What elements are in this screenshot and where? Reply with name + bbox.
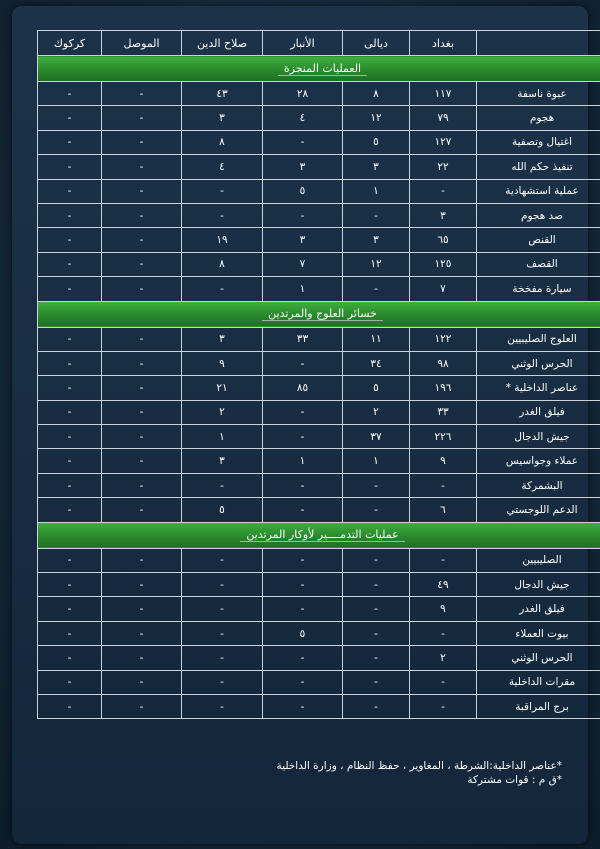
table-row: [38, 449, 600, 473]
value-cell: -: [38, 573, 102, 597]
table-row: [38, 597, 600, 621]
value-cell: -: [102, 597, 182, 621]
row-label: مقرات الداخلية: [477, 670, 600, 694]
value-cell: ٣٤: [343, 351, 410, 375]
value-cell: ١٢٢: [410, 327, 477, 351]
value-cell: -: [38, 548, 102, 572]
value-cell: -: [38, 179, 102, 203]
table-row: [38, 203, 600, 227]
value-cell: -: [38, 277, 102, 301]
value-cell: ٨: [343, 82, 410, 106]
column-header: صلاح الدين: [182, 31, 263, 56]
section-header-cell: [38, 522, 600, 548]
value-cell: -: [263, 670, 343, 694]
value-cell: -: [38, 252, 102, 276]
row-label: بيوت العملاء: [477, 621, 600, 645]
statistics-table: [37, 30, 600, 719]
value-cell: -: [102, 82, 182, 106]
value-cell: ٢: [182, 400, 263, 424]
value-cell: -: [182, 573, 263, 597]
value-cell: -: [38, 228, 102, 252]
value-cell: ١٢٧: [410, 130, 477, 154]
table-row: [38, 376, 600, 400]
value-cell: -: [102, 130, 182, 154]
value-cell: ٧: [410, 277, 477, 301]
value-cell: -: [263, 130, 343, 154]
value-cell: -: [410, 473, 477, 497]
value-cell: ٣: [263, 228, 343, 252]
value-cell: -: [182, 203, 263, 227]
value-cell: ٣: [410, 203, 477, 227]
value-cell: -: [102, 621, 182, 645]
value-cell: ٨: [182, 130, 263, 154]
row-label: البشمركة: [477, 473, 600, 497]
value-cell: -: [38, 621, 102, 645]
table-row: [38, 106, 600, 130]
value-cell: -: [102, 155, 182, 179]
row-label: صد هجوم: [477, 203, 600, 227]
row-label: الحرس الوثني: [477, 646, 600, 670]
value-cell: -: [38, 130, 102, 154]
row-label: فيلق الغدر: [477, 400, 600, 424]
value-cell: ٥: [343, 376, 410, 400]
value-cell: -: [263, 573, 343, 597]
value-cell: ١١: [343, 327, 410, 351]
value-cell: -: [263, 498, 343, 522]
table-row: [38, 670, 600, 694]
value-cell: ٢١: [182, 376, 263, 400]
value-cell: ٦٥: [410, 228, 477, 252]
value-cell: -: [102, 179, 182, 203]
value-cell: ٣: [263, 155, 343, 179]
value-cell: ٤٩: [410, 573, 477, 597]
row-label: جيش الدجال: [477, 573, 600, 597]
value-cell: -: [102, 106, 182, 130]
value-cell: -: [182, 179, 263, 203]
value-cell: -: [343, 548, 410, 572]
value-cell: -: [38, 498, 102, 522]
value-cell: -: [410, 670, 477, 694]
table-row: [38, 155, 600, 179]
value-cell: ٣: [182, 327, 263, 351]
value-cell: ١: [343, 449, 410, 473]
value-cell: -: [102, 228, 182, 252]
value-cell: -: [343, 670, 410, 694]
value-cell: -: [102, 670, 182, 694]
value-cell: ٢: [343, 400, 410, 424]
value-cell: ٣: [343, 155, 410, 179]
footnote-interior: *عناصر الداخلية:الشرطة ، المغاوير ، حفظ النظام ، وزارة الداخلية: [276, 760, 562, 772]
value-cell: -: [410, 179, 477, 203]
value-cell: ٤: [263, 106, 343, 130]
header-blank-cell: [477, 31, 600, 56]
value-cell: -: [102, 548, 182, 572]
section-title: عمليات التدمــــير لأوكار المرتدين: [240, 528, 404, 542]
value-cell: -: [182, 277, 263, 301]
value-cell: -: [182, 646, 263, 670]
value-cell: ٥: [263, 621, 343, 645]
value-cell: -: [38, 449, 102, 473]
column-header: كركوك: [38, 31, 102, 56]
row-label: الحرس الوثني: [477, 351, 600, 375]
footnote-joint-forces: *ق م : قوات مشتركة: [467, 774, 562, 786]
value-cell: -: [263, 473, 343, 497]
value-cell: -: [38, 646, 102, 670]
column-header: بغداد: [410, 31, 477, 56]
value-cell: ٢٢: [410, 155, 477, 179]
value-cell: ٣٣: [410, 400, 477, 424]
value-cell: ٣: [182, 106, 263, 130]
value-cell: ١: [263, 449, 343, 473]
section-title: العمليات المنجزة: [278, 62, 367, 76]
value-cell: -: [38, 400, 102, 424]
table-row: [38, 548, 600, 572]
value-cell: -: [343, 498, 410, 522]
value-cell: -: [102, 573, 182, 597]
value-cell: -: [102, 498, 182, 522]
value-cell: ٧٩: [410, 106, 477, 130]
value-cell: ٤: [182, 155, 263, 179]
value-cell: -: [38, 670, 102, 694]
value-cell: -: [102, 376, 182, 400]
column-header: الأنبار: [263, 31, 343, 56]
value-cell: -: [343, 646, 410, 670]
row-label: هجوم: [477, 106, 600, 130]
value-cell: -: [263, 400, 343, 424]
section-header-cell: [38, 56, 600, 82]
footnotes: [277, 759, 562, 787]
row-label: برج المراقبة: [477, 694, 600, 718]
section-header-row: [38, 301, 600, 327]
value-cell: -: [263, 351, 343, 375]
header-row: [38, 31, 600, 56]
value-cell: -: [182, 473, 263, 497]
table-row: [38, 573, 600, 597]
table-row: [38, 621, 600, 645]
value-cell: -: [343, 203, 410, 227]
value-cell: -: [182, 621, 263, 645]
table-row: [38, 646, 600, 670]
value-cell: ١: [182, 425, 263, 449]
value-cell: ٥: [343, 130, 410, 154]
value-cell: -: [38, 82, 102, 106]
value-cell: ١: [263, 277, 343, 301]
section-title: خسائر العلوج والمرتدين: [262, 307, 383, 321]
value-cell: ٧: [263, 252, 343, 276]
value-cell: -: [410, 548, 477, 572]
value-cell: -: [263, 548, 343, 572]
table-row: [38, 425, 600, 449]
value-cell: ٨٥: [263, 376, 343, 400]
value-cell: -: [102, 327, 182, 351]
value-cell: -: [263, 597, 343, 621]
value-cell: -: [182, 694, 263, 718]
value-cell: -: [38, 106, 102, 130]
row-label: تنفيذ حكم الله: [477, 155, 600, 179]
row-label: عبوة ناسفة: [477, 82, 600, 106]
value-cell: -: [38, 597, 102, 621]
row-label: الصليبيين: [477, 548, 600, 572]
table-row: [38, 498, 600, 522]
table-row: [38, 130, 600, 154]
value-cell: -: [263, 694, 343, 718]
row-label: القصف: [477, 252, 600, 276]
value-cell: -: [182, 548, 263, 572]
value-cell: -: [38, 203, 102, 227]
row-label: فيلق الغدر: [477, 597, 600, 621]
value-cell: ١٩: [182, 228, 263, 252]
row-label: القنص: [477, 228, 600, 252]
value-cell: ٩: [410, 449, 477, 473]
value-cell: -: [38, 155, 102, 179]
row-label: الدعم اللوجستي: [477, 498, 600, 522]
value-cell: -: [38, 694, 102, 718]
value-cell: ٩: [182, 351, 263, 375]
value-cell: -: [38, 327, 102, 351]
value-cell: ٣: [343, 228, 410, 252]
table-row: [38, 400, 600, 424]
value-cell: -: [343, 621, 410, 645]
value-cell: ١: [343, 179, 410, 203]
row-label: العلوج الصليبيين: [477, 327, 600, 351]
value-cell: ٦: [410, 498, 477, 522]
table-row: [38, 277, 600, 301]
value-cell: ١٢٥: [410, 252, 477, 276]
value-cell: ٢٢٦: [410, 425, 477, 449]
value-cell: -: [38, 473, 102, 497]
row-label: اغتيال وتصفية: [477, 130, 600, 154]
value-cell: ٥: [263, 179, 343, 203]
value-cell: -: [263, 203, 343, 227]
value-cell: -: [410, 621, 477, 645]
value-cell: -: [102, 277, 182, 301]
section-header-row: [38, 522, 600, 548]
value-cell: -: [102, 473, 182, 497]
row-label: عناصر الداخلية *: [477, 376, 600, 400]
table-row: [38, 473, 600, 497]
value-cell: -: [38, 376, 102, 400]
value-cell: ١٩٦: [410, 376, 477, 400]
table-row: [38, 327, 600, 351]
value-cell: -: [182, 670, 263, 694]
table-row: [38, 694, 600, 718]
value-cell: ٤٣: [182, 82, 263, 106]
value-cell: -: [343, 277, 410, 301]
row-label: عملاء وجواسيس: [477, 449, 600, 473]
value-cell: -: [263, 425, 343, 449]
value-cell: ٣٣: [263, 327, 343, 351]
value-cell: ١٢: [343, 106, 410, 130]
value-cell: -: [343, 694, 410, 718]
value-cell: -: [102, 425, 182, 449]
value-cell: ٢٨: [263, 82, 343, 106]
value-cell: -: [343, 573, 410, 597]
value-cell: -: [102, 400, 182, 424]
table-row: [38, 228, 600, 252]
table-row: [38, 252, 600, 276]
value-cell: ٩: [410, 597, 477, 621]
column-header: الموصل: [102, 31, 182, 56]
value-cell: -: [102, 449, 182, 473]
value-cell: ٩٨: [410, 351, 477, 375]
value-cell: ٣٧: [343, 425, 410, 449]
value-cell: -: [102, 203, 182, 227]
table-row: [38, 179, 600, 203]
value-cell: -: [343, 473, 410, 497]
value-cell: ٨: [182, 252, 263, 276]
value-cell: ٣: [182, 449, 263, 473]
row-label: جيش الدجال: [477, 425, 600, 449]
value-cell: ٥: [182, 498, 263, 522]
value-cell: ٢: [410, 646, 477, 670]
section-header-row: [38, 56, 600, 82]
value-cell: ١٢: [343, 252, 410, 276]
value-cell: -: [38, 425, 102, 449]
value-cell: -: [182, 597, 263, 621]
value-cell: ١١٧: [410, 82, 477, 106]
table-row: [38, 82, 600, 106]
value-cell: -: [102, 646, 182, 670]
value-cell: -: [102, 351, 182, 375]
row-label: عملية استشهادية: [477, 179, 600, 203]
value-cell: -: [38, 351, 102, 375]
value-cell: -: [102, 694, 182, 718]
section-header-cell: [38, 301, 600, 327]
value-cell: -: [343, 597, 410, 621]
value-cell: -: [263, 646, 343, 670]
value-cell: -: [102, 252, 182, 276]
column-header: ديالى: [343, 31, 410, 56]
row-label: سيارة مفخخة: [477, 277, 600, 301]
table-row: [38, 351, 600, 375]
value-cell: -: [410, 694, 477, 718]
